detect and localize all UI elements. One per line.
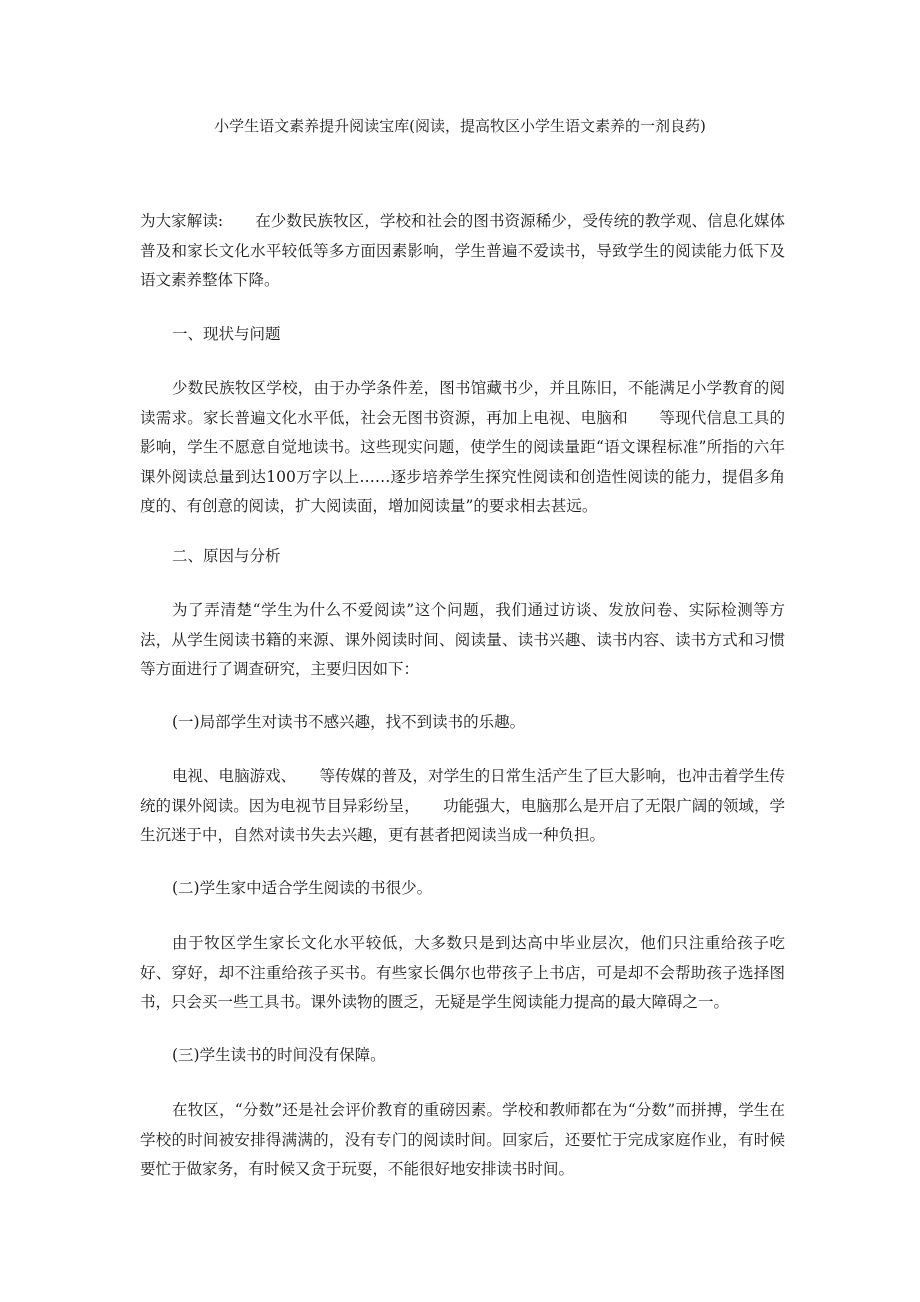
reason-paragraph-1: 电视、电脑游戏、 等传媒的普及，对学生的日常生活产生了巨大影响，也冲击着学生传统的课外阅读。因为电视节目异彩纷呈， 功能强大，电脑那么是开启了无限广阔的领域，学生沉迷于中，自然对读书失去兴趣，更有甚者把阅读当成一种负担。 <box>140 767 785 844</box>
intro-text: 在少数民族牧区，学校和社会的图书资源稀少，受传统的教学观、信息化媒体普及和家长文化水平较低等多方面因素影响，学生普遍不爱读书，导致学生的阅读能力低下及语文素养整体下降。 <box>140 212 785 289</box>
reason-paragraph-2: 由于牧区学生家长文化水平较低，大多数只是到达高中毕业层次，他们只注重给孩子吃好、穿好，却不注重给孩子买书。有些家长偶尔也带孩子上书店，可是却不会帮助孩子选择图书，只会买一些工具书。课外读物的匮乏，无疑是学生阅读能力提高的最大障碍之一。 <box>140 934 785 1011</box>
section-paragraph-status: 少数民族牧区学校，由于办学条件差，图书馆藏书少，并且陈旧，不能满足小学教育的阅读需求。家长普遍文化水平低，社会无图书资源，再加上电视、电脑和 等现代信息工具的影响，学生不愿意自觉地读书。这些现实问题，使学生的阅读量距“语文课程标准”所指的六年课外阅读总量到达100万字以上……逐步培养学生探究性阅读和创造性阅读的能力，提倡多角度的、有创意的阅读，扩大阅读面，增加阅读量”的要求相去甚远。 <box>140 379 785 515</box>
reason-heading-3: (三)学生读书的时间没有保障。 <box>172 1046 386 1064</box>
reason-heading-2: (二)学生家中适合学生阅读的书很少。 <box>172 879 433 897</box>
section-heading-causes: 二、原因与分析 <box>172 547 281 565</box>
reason-paragraph-3: 在牧区，“分数”还是社会评价教育的重磅因素。学校和教师都在为“分数”而拼搏，学生在学校的时间被安排得满满的，没有专门的阅读时间。回家后，还要忙于完成家庭作业，有时候要忙于做家务，有时候又贪于玩耍，不能很好地安排读书时间。 <box>140 1101 785 1178</box>
intro-label: 为大家解读: <box>140 212 224 230</box>
document-title: 小学生语文素养提升阅读宝库(阅读，提高牧区小学生语文素养的一剂良药) <box>214 117 706 135</box>
section-paragraph-causes: 为了弄清楚“学生为什么不爱阅读”这个问题，我们通过访谈、发放问卷、实际检测等方法，从学生阅读书籍的来源、课外阅读时间、阅读量、读书兴趣、读书内容、读书方式和习惯等方面进行了调查研究，主要归因如下： <box>140 601 785 678</box>
intro-paragraph <box>140 207 785 296</box>
section-heading-status: 一、现状与问题 <box>172 325 281 343</box>
reason-heading-1: (一)局部学生对读书不感兴趣，找不到读书的乐趣。 <box>172 713 526 731</box>
